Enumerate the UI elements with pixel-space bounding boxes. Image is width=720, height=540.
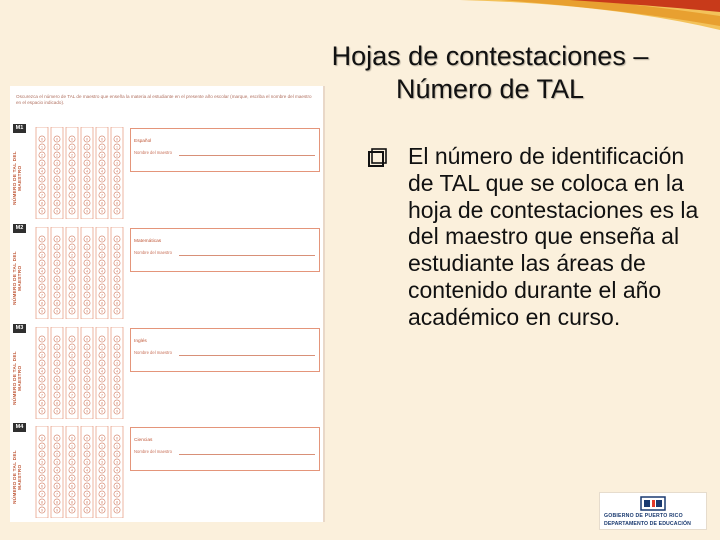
decorative-swoosh: [460, 0, 720, 34]
bubble-digit: 3: [71, 460, 73, 465]
bubble-digit: 0: [71, 237, 73, 242]
bubble-digit: 0: [71, 137, 73, 142]
bubble-digit: 4: [71, 169, 73, 174]
bubble-digit: 6: [56, 385, 58, 390]
sheet-section: [12, 224, 322, 321]
bubble-digit: 1: [56, 444, 58, 449]
bubble-digit: 5: [71, 177, 73, 182]
bubble-digit: 5: [86, 277, 88, 282]
bubble-digit: 2: [116, 353, 118, 358]
bubble-digit: 2: [71, 253, 73, 258]
bubble-digit: 8: [86, 301, 88, 306]
bubble-digit: 9: [71, 309, 73, 314]
bubble-digit: 1: [56, 345, 58, 350]
bubble-digit: 5: [116, 277, 118, 282]
bubble-digit: 5: [71, 476, 73, 481]
bubble-digit: 0: [86, 137, 88, 142]
section-vertical-label: NÚMERO DE TAL DEL MAESTRO: [13, 251, 23, 305]
bubble-digit: 3: [41, 361, 43, 366]
bubble-digit: 3: [116, 261, 118, 266]
section-vertical-label: NÚMERO DE TAL DEL MAESTRO: [13, 351, 23, 405]
bubble-grid: [28, 426, 128, 518]
bubble-digit: 0: [56, 436, 58, 441]
teacher-name-line: [179, 255, 315, 256]
bubble-digit: 5: [41, 277, 43, 282]
bubble-digit: 9: [86, 508, 88, 513]
bubble-digit: 9: [101, 309, 103, 314]
hollow-square-bullet-icon: [368, 148, 388, 168]
teacher-name-label: Nombre del maestro: [134, 150, 172, 155]
bubble-digit: 6: [116, 385, 118, 390]
teacher-name-line: [179, 155, 315, 156]
bubble-digit: 5: [56, 177, 58, 182]
bubble-digit: 3: [56, 261, 58, 266]
subject-name: Matemáticas: [134, 239, 162, 244]
bubble-digit: 9: [56, 309, 58, 314]
bubble-digit: 7: [56, 492, 58, 497]
bullet-list: [368, 143, 713, 331]
bubble-digit: 0: [116, 237, 118, 242]
bubble-digit: 1: [116, 345, 118, 350]
government-logo: [599, 492, 707, 530]
bubble-digit: 7: [71, 492, 73, 497]
bubble-digit: 5: [101, 377, 103, 382]
bubble-digit: 7: [41, 393, 43, 398]
bubble-digit: 0: [116, 137, 118, 142]
teacher-name-label: Nombre del maestro: [134, 449, 172, 454]
bubble-digit: 6: [116, 285, 118, 290]
bubble-digit: 8: [41, 500, 43, 505]
bubble-digit: 5: [116, 177, 118, 182]
bubble-digit: 5: [101, 277, 103, 282]
section-code: M4: [13, 423, 26, 432]
bubble-digit: 5: [56, 476, 58, 481]
bubble-digit: 8: [101, 201, 103, 206]
subject-box: [130, 128, 320, 172]
bubble-digit: 4: [101, 169, 103, 174]
bubble-digit: 8: [86, 201, 88, 206]
bubble-digit: 4: [71, 269, 73, 274]
bubble-digit: 9: [41, 409, 43, 414]
bubble-digit: 5: [101, 476, 103, 481]
bubble-digit: 0: [41, 237, 43, 242]
bubble-digit: 1: [101, 145, 103, 150]
bubble-digit: 4: [56, 369, 58, 374]
bubble-digit: 3: [71, 161, 73, 166]
bubble-digit: 8: [71, 301, 73, 306]
bubble-digit: 6: [71, 285, 73, 290]
bubble-digit: 6: [41, 185, 43, 190]
bubble-digit: 1: [101, 345, 103, 350]
bubble-digit: 5: [41, 476, 43, 481]
bubble-digit: 4: [101, 269, 103, 274]
bubble-digit: 7: [41, 492, 43, 497]
subject-box: [130, 228, 320, 272]
bubble-digit: 7: [56, 293, 58, 298]
bubble-digit: 0: [101, 337, 103, 342]
section-vertical-label: NÚMERO DE TAL DEL MAESTRO: [13, 450, 23, 504]
teacher-name-label: Nombre del maestro: [134, 250, 172, 255]
bubble-digit: 6: [71, 385, 73, 390]
logo-text-line1: GOBIERNO DE PUERTO RICO: [604, 513, 683, 519]
bubble-digit: 7: [101, 393, 103, 398]
sheet-section: [12, 423, 322, 520]
bubble-digit: 1: [116, 145, 118, 150]
bubble-digit: 3: [41, 460, 43, 465]
bubble-digit: 9: [86, 309, 88, 314]
bubble-digit: 8: [116, 500, 118, 505]
bubble-digit: 9: [71, 508, 73, 513]
bubble-digit: 4: [116, 468, 118, 473]
bubble-digit: 3: [101, 460, 103, 465]
bubble-digit: 9: [56, 508, 58, 513]
bubble-digit: 1: [41, 245, 43, 250]
bubble-digit: 8: [116, 401, 118, 406]
bubble-digit: 1: [71, 245, 73, 250]
bubble-digit: 6: [116, 185, 118, 190]
bubble-digit: 9: [116, 209, 118, 214]
bubble-digit: 5: [41, 377, 43, 382]
bubble-digit: 9: [116, 409, 118, 414]
bubble-digit: 6: [86, 185, 88, 190]
bubble-digit: 9: [56, 409, 58, 414]
bubble-digit: 5: [56, 277, 58, 282]
bubble-digit: 2: [56, 353, 58, 358]
bubble-digit: 0: [41, 337, 43, 342]
bubble-digit: 2: [41, 253, 43, 258]
bubble-digit: 2: [86, 353, 88, 358]
bubble-digit: 0: [41, 436, 43, 441]
bubble-digit: 0: [86, 237, 88, 242]
teacher-name-line: [179, 454, 315, 455]
bubble-digit: 5: [116, 377, 118, 382]
bubble-digit: 7: [101, 293, 103, 298]
bubble-digit: 1: [56, 245, 58, 250]
bubble-digit: 9: [71, 409, 73, 414]
bubble-digit: 8: [101, 500, 103, 505]
bubble-digit: 9: [101, 508, 103, 513]
bubble-digit: 3: [71, 261, 73, 266]
bubble-digit: 2: [71, 353, 73, 358]
bubble-digit: 6: [71, 185, 73, 190]
slide-title-line1: Hojas de contestaciones –: [331, 41, 649, 71]
bubble-digit: 1: [116, 444, 118, 449]
bubble-digit: 8: [71, 500, 73, 505]
bubble-digit: 1: [101, 245, 103, 250]
bubble-digit: 7: [116, 293, 118, 298]
section-code: M3: [13, 324, 26, 333]
bubble-digit: 8: [56, 301, 58, 306]
bubble-digit: 7: [56, 193, 58, 198]
bubble-digit: 4: [56, 269, 58, 274]
bubble-digit: 1: [71, 444, 73, 449]
bubble-digit: 2: [56, 253, 58, 258]
bubble-digit: 9: [41, 508, 43, 513]
bubble-digit: 8: [41, 301, 43, 306]
bubble-digit: 8: [56, 401, 58, 406]
sheet-edge: [323, 86, 325, 522]
bubble-digit: 8: [56, 201, 58, 206]
bubble-digit: 6: [101, 385, 103, 390]
bubble-digit: 6: [101, 484, 103, 489]
bubble-grid: [28, 227, 128, 319]
bubble-digit: 8: [101, 301, 103, 306]
bubble-digit: 4: [116, 269, 118, 274]
bubble-digit: 1: [41, 145, 43, 150]
bubble-digit: 3: [101, 361, 103, 366]
bubble-digit: 0: [116, 436, 118, 441]
bubble-digit: 2: [116, 452, 118, 457]
bubble-digit: 5: [116, 476, 118, 481]
bubble-digit: 3: [56, 361, 58, 366]
bubble-digit: 1: [86, 345, 88, 350]
subject-name: Inglés: [134, 339, 147, 344]
logo-text-line2: DEPARTAMENTO DE EDUCACIÓN: [604, 521, 691, 527]
bubble-digit: 2: [101, 153, 103, 158]
bubble-digit: 8: [71, 201, 73, 206]
bubble-digit: 0: [56, 137, 58, 142]
bubble-digit: 0: [86, 436, 88, 441]
bubble-digit: 7: [101, 193, 103, 198]
bubble-digit: 6: [56, 484, 58, 489]
bubble-digit: 2: [41, 452, 43, 457]
bubble-digit: 2: [41, 353, 43, 358]
bubble-digit: 1: [41, 444, 43, 449]
bubble-digit: 5: [71, 377, 73, 382]
bubble-digit: 4: [71, 468, 73, 473]
bubble-digit: 4: [56, 169, 58, 174]
section-vertical-label: NÚMERO DE TAL DEL MAESTRO: [13, 151, 23, 205]
bubble-digit: 9: [41, 209, 43, 214]
bubble-digit: 7: [71, 293, 73, 298]
bubble-digit: 4: [86, 369, 88, 374]
bubble-digit: 7: [86, 393, 88, 398]
bubble-digit: 3: [41, 261, 43, 266]
bubble-digit: 4: [116, 169, 118, 174]
slide-title-line2: Número de TAL: [395, 74, 585, 104]
bubble-digit: 9: [86, 209, 88, 214]
bubble-digit: 8: [116, 201, 118, 206]
bubble-digit: 8: [101, 401, 103, 406]
bubble-digit: 9: [41, 309, 43, 314]
teacher-name-label: Nombre del maestro: [134, 350, 172, 355]
bubble-digit: 3: [86, 460, 88, 465]
bubble-digit: 3: [116, 361, 118, 366]
bubble-digit: 8: [71, 401, 73, 406]
bubble-digit: 2: [56, 153, 58, 158]
bubble-digit: 3: [56, 460, 58, 465]
answer-sheet-image: [10, 86, 325, 522]
sheet-section: [12, 324, 322, 421]
bubble-digit: 3: [101, 161, 103, 166]
subject-name: Español: [134, 139, 152, 144]
bubble-digit: 0: [71, 436, 73, 441]
bubble-digit: 1: [86, 145, 88, 150]
bubble-digit: 7: [86, 193, 88, 198]
bubble-digit: 1: [86, 245, 88, 250]
bubble-digit: 3: [86, 261, 88, 266]
bubble-digit: 1: [71, 145, 73, 150]
sheet-section: [12, 124, 322, 221]
bubble-digit: 1: [56, 145, 58, 150]
bubble-digit: 0: [101, 237, 103, 242]
bubble-digit: 7: [71, 193, 73, 198]
section-code: M1: [13, 124, 26, 133]
seal-logo-icon: [640, 496, 666, 511]
bubble-digit: 9: [101, 409, 103, 414]
bubble-digit: 4: [116, 369, 118, 374]
bubble-digit: 8: [116, 301, 118, 306]
bubble-digit: 7: [86, 293, 88, 298]
bubble-digit: 2: [86, 153, 88, 158]
bubble-digit: 1: [41, 345, 43, 350]
bubble-digit: 4: [41, 269, 43, 274]
bubble-digit: 7: [71, 393, 73, 398]
bubble-digit: 8: [41, 201, 43, 206]
bubble-digit: 2: [41, 153, 43, 158]
bubble-digit: 7: [116, 393, 118, 398]
bubble-digit: 2: [71, 153, 73, 158]
bubble-digit: 4: [86, 468, 88, 473]
bubble-grid: [28, 327, 128, 419]
bubble-digit: 2: [116, 153, 118, 158]
bubble-digit: 5: [71, 277, 73, 282]
bubble-digit: 6: [41, 285, 43, 290]
bubble-digit: 9: [56, 209, 58, 214]
bubble-digit: 9: [86, 409, 88, 414]
bubble-digit: 4: [56, 468, 58, 473]
bubble-digit: 3: [71, 361, 73, 366]
bullet-item: [368, 143, 713, 331]
bubble-digit: 6: [101, 285, 103, 290]
bubble-digit: 2: [56, 452, 58, 457]
bubble-digit: 7: [86, 492, 88, 497]
bubble-digit: 1: [86, 444, 88, 449]
bubble-digit: 4: [41, 169, 43, 174]
bubble-digit: 4: [86, 169, 88, 174]
section-code: M2: [13, 224, 26, 233]
bubble-digit: 3: [116, 161, 118, 166]
bubble-digit: 7: [41, 193, 43, 198]
bubble-digit: 3: [116, 460, 118, 465]
bubble-digit: 9: [101, 209, 103, 214]
bubble-digit: 5: [56, 377, 58, 382]
bubble-digit: 0: [116, 337, 118, 342]
bubble-digit: 3: [101, 261, 103, 266]
bubble-digit: 0: [56, 337, 58, 342]
bubble-digit: 6: [41, 385, 43, 390]
bubble-digit: 2: [101, 452, 103, 457]
bubble-digit: 5: [86, 177, 88, 182]
bubble-digit: 0: [101, 436, 103, 441]
bubble-digit: 6: [71, 484, 73, 489]
bubble-digit: 5: [86, 377, 88, 382]
bubble-digit: 1: [116, 245, 118, 250]
bubble-digit: 0: [56, 237, 58, 242]
bubble-digit: 0: [101, 137, 103, 142]
bubble-digit: 0: [41, 137, 43, 142]
bubble-digit: 7: [41, 293, 43, 298]
bubble-digit: 7: [101, 492, 103, 497]
bubble-digit: 8: [86, 500, 88, 505]
bubble-digit: 6: [86, 385, 88, 390]
bubble-digit: 4: [41, 468, 43, 473]
bubble-digit: 6: [56, 285, 58, 290]
bubble-digit: 9: [71, 209, 73, 214]
bubble-digit: 8: [41, 401, 43, 406]
bubble-digit: 7: [116, 193, 118, 198]
bubble-digit: 9: [116, 309, 118, 314]
bubble-digit: 5: [41, 177, 43, 182]
bubble-digit: 6: [86, 484, 88, 489]
bubble-digit: 4: [41, 369, 43, 374]
subject-name: Ciencias: [134, 438, 153, 443]
subject-box: [130, 328, 320, 372]
bubble-digit: 4: [101, 468, 103, 473]
bubble-digit: 4: [71, 369, 73, 374]
bubble-digit: 0: [71, 337, 73, 342]
bubble-digit: 2: [101, 353, 103, 358]
bubble-digit: 6: [101, 185, 103, 190]
bubble-digit: 1: [71, 345, 73, 350]
bubble-digit: 2: [71, 452, 73, 457]
bubble-digit: 6: [116, 484, 118, 489]
bubble-digit: 9: [116, 508, 118, 513]
bubble-digit: 2: [101, 253, 103, 258]
bubble-digit: 8: [56, 500, 58, 505]
subject-box: [130, 427, 320, 471]
bubble-digit: 2: [116, 253, 118, 258]
bubble-digit: 0: [86, 337, 88, 342]
slide-title: [270, 40, 710, 106]
bubble-digit: 3: [56, 161, 58, 166]
bubble-digit: 6: [56, 185, 58, 190]
bubble-digit: 3: [86, 161, 88, 166]
bubble-digit: 2: [86, 253, 88, 258]
bubble-digit: 2: [86, 452, 88, 457]
bubble-grid: [28, 127, 128, 219]
bubble-digit: 3: [41, 161, 43, 166]
bubble-digit: 4: [86, 269, 88, 274]
bullet-text: El número de identificación de TAL que se coloca en la hoja de contestaciones es la del maestro que enseña al estudiante las áreas de contenido durante el año académico en curso.: [408, 143, 699, 330]
bubble-digit: 6: [41, 484, 43, 489]
sheet-instructions: Oscurezca el número de TAL de maestro que enseña la materia al estudiante en el presente año escolar (marque, escriba el nombre del maestro en el espacio indicado).: [16, 94, 312, 105]
bubble-digit: 7: [116, 492, 118, 497]
bubble-digit: 1: [101, 444, 103, 449]
bubble-digit: 8: [86, 401, 88, 406]
teacher-name-line: [179, 355, 315, 356]
bubble-digit: 4: [101, 369, 103, 374]
bubble-digit: 5: [101, 177, 103, 182]
bubble-digit: 7: [56, 393, 58, 398]
bubble-digit: 5: [86, 476, 88, 481]
bubble-digit: 3: [86, 361, 88, 366]
bubble-digit: 6: [86, 285, 88, 290]
